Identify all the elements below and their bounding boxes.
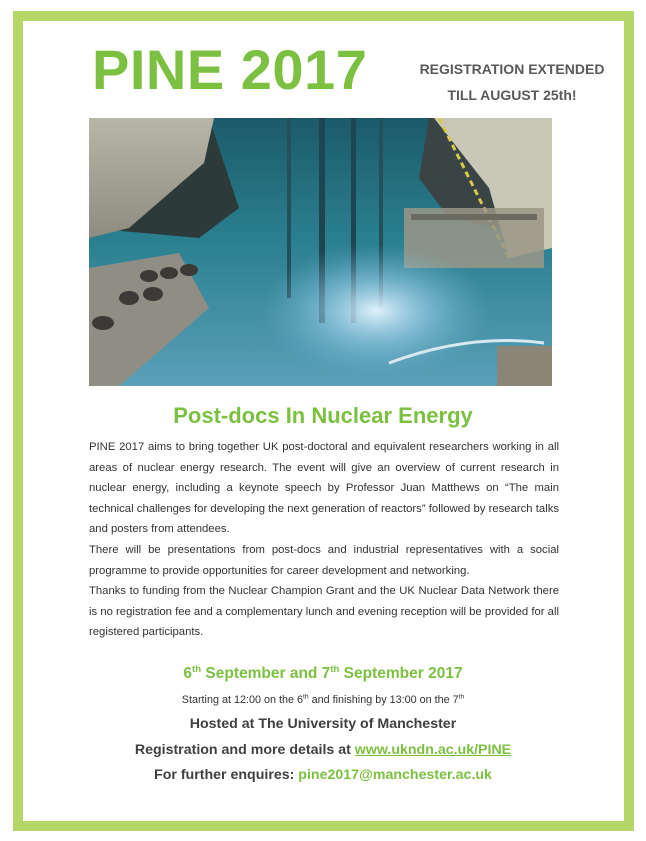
description-paragraph: Thanks to funding from the Nuclear Champion Grant and the UK Nuclear Data Network there is no registration fee and a complementary lunch and evening reception will be provided for all registered participants. bbox=[89, 585, 559, 639]
registration-notice-line2: TILL AUGUST 25th! bbox=[447, 87, 577, 103]
event-description bbox=[89, 437, 559, 643]
time-sup2: th bbox=[458, 693, 465, 701]
reactor-photo bbox=[89, 118, 552, 386]
registration-details bbox=[0, 742, 646, 758]
event-times bbox=[0, 694, 646, 706]
date-middle: September and 7 bbox=[201, 665, 331, 682]
time-sup1: th bbox=[303, 693, 309, 701]
event-dates bbox=[0, 665, 646, 683]
enquiries bbox=[0, 767, 646, 783]
event-subtitle: Post-docs In Nuclear Energy bbox=[173, 403, 473, 428]
date-day1-suffix: th bbox=[192, 663, 202, 675]
date-end: September 2017 bbox=[339, 665, 463, 682]
event-host: Hosted at The University of Manchester bbox=[189, 716, 457, 732]
registration-notice-line1: REGISTRATION EXTENDED bbox=[419, 61, 605, 77]
description-paragraph: PINE 2017 aims to bring together UK post-doctoral and equivalent researchers working in all areas of nuclear energy research. The event will give an overview of current research in nuclear energy, including a keynote speech by Professor Juan Matthews on “The main technical challenges for developing the next generation of reactors” followed by research talks and posters from attendees. bbox=[89, 441, 559, 536]
registration-notice bbox=[404, 56, 620, 108]
enquiries-email-link[interactable]: pine2017@manchester.ac.uk bbox=[298, 767, 492, 783]
page-title: PINE 2017 bbox=[92, 38, 368, 101]
registration-prefix: Registration and more details at bbox=[134, 742, 355, 758]
date-day2-suffix: th bbox=[330, 663, 340, 675]
registration-link[interactable]: www.ukndn.ac.uk/PINE bbox=[354, 742, 512, 758]
time-middle: and finishing by 13:00 on the 7 bbox=[308, 694, 459, 706]
enquiries-prefix: For further enquires: bbox=[154, 767, 299, 783]
date-day1: 6 bbox=[183, 665, 193, 682]
time-prefix: Starting at 12:00 on the 6 bbox=[181, 694, 304, 706]
description-paragraph: There will be presentations from post-docs and industrial representatives with a social programme to provide opportunities for career development and networking. bbox=[89, 543, 559, 577]
